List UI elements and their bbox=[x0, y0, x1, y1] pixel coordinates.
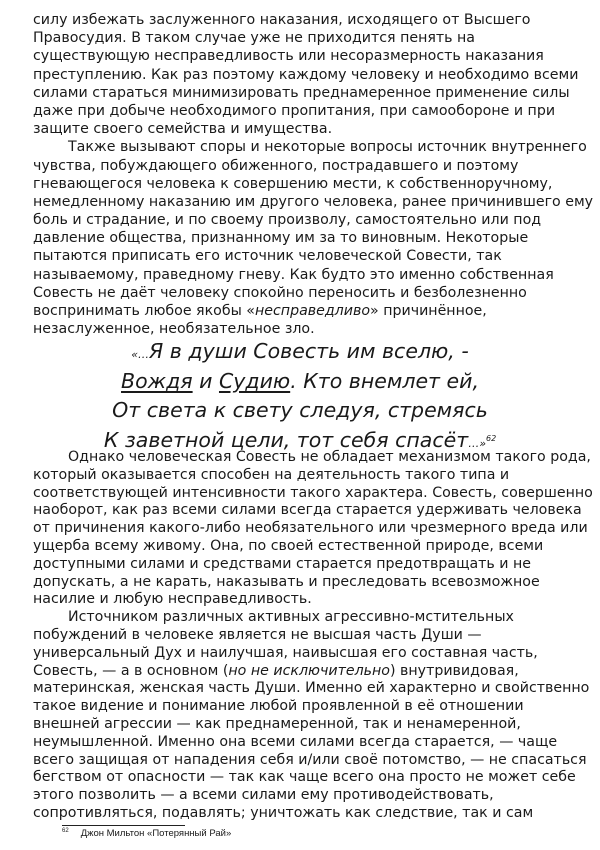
text-line: Совесть не даёт человеку спокойно переносить и безболезненно bbox=[33, 284, 527, 301]
text-line: незаслуженное, необязательное зло. bbox=[33, 321, 315, 338]
text-line: такое видение и понимание любой проявленной в её отношении bbox=[33, 698, 524, 715]
text-line: от причинения какого-либо необязательного или чрезмерного вреда или bbox=[33, 520, 588, 537]
text-line: немедленному наказанию им другого человека, ранее причинившего ему bbox=[33, 193, 594, 210]
text-line: давление общества, признанному им за то виновным. Некоторые bbox=[33, 230, 529, 247]
text-segment: воспринимать любое якобы « bbox=[33, 303, 255, 319]
text-line: гневающегося человека к совершению мести, к собственноручному, bbox=[33, 175, 553, 192]
text-line: неумышленной. Именно она всеми силами всегда старается, — чаще bbox=[33, 733, 558, 750]
text-line: Источником различных активных агрессивно-мстительных bbox=[68, 609, 514, 626]
text-line: внешней агрессии — как преднамеренной, так и ненамеренной, bbox=[33, 715, 521, 732]
text-line: этого позволить — а всеми силами ему противодействовать, bbox=[33, 787, 494, 804]
text-segment: К заветной цели, тот себя спасёт bbox=[103, 428, 469, 453]
footnote-divider bbox=[62, 825, 185, 826]
text-segment: » причинённое, bbox=[370, 303, 487, 319]
text-line: пытаются приписать его источник человеческой Совести, так bbox=[33, 248, 502, 265]
paragraph bbox=[33, 138, 593, 338]
text-line: преступлению. Как раз поэтому каждому человеку и необходимо всеми bbox=[33, 66, 579, 83]
text-line: насилие и любую несправедливость. bbox=[33, 591, 312, 608]
footnote bbox=[62, 828, 231, 839]
paragraph bbox=[33, 609, 593, 823]
footnote-number: 62 bbox=[62, 828, 69, 834]
text-line: всего защищая от нападения себя и/или своё потомство, — не спасаться bbox=[33, 751, 587, 768]
text-line: боль и страдание, и по своему произволу, самостоятельно или под bbox=[33, 212, 542, 229]
paragraph bbox=[33, 449, 593, 609]
text-segment: Вождя bbox=[121, 368, 193, 393]
text-line: сопротивляться, подавлять; уничтожать как следствие, так и сам bbox=[33, 804, 534, 821]
body-text-bottom bbox=[33, 449, 593, 823]
text-segment: . Кто внемлет ей, bbox=[290, 368, 479, 393]
text-line: допускать, а не карать, наказывать и преследовать всевозможное bbox=[33, 573, 540, 590]
poem-line bbox=[0, 367, 600, 397]
text-segment: От света к свету следуя, стремясь bbox=[112, 398, 488, 423]
text-line: универсальный Дух и наилучшая, наивысшая его составная часть, bbox=[33, 644, 538, 661]
text-segment: «… bbox=[131, 348, 150, 361]
footnote-reference[interactable]: 62 bbox=[485, 434, 497, 444]
poem-line bbox=[0, 396, 600, 426]
text-line: существующую несправедливость или несоразмерность наказания bbox=[33, 48, 544, 65]
text-line: Однако человеческая Совесть не обладает механизмом такого рода, bbox=[68, 449, 591, 465]
text-line bbox=[33, 302, 593, 320]
text-line bbox=[33, 663, 593, 681]
text-line: Также вызывают споры и некоторые вопросы источник внутреннего bbox=[68, 139, 587, 156]
text-line: доступными силами и средствами старается предотвращать и не bbox=[33, 555, 532, 572]
text-line: даже при добыче необходимого пропитания, при самообороне и при bbox=[33, 102, 556, 119]
poem-line bbox=[0, 337, 600, 367]
text-segment: Судию bbox=[218, 368, 291, 393]
text-line: ущерба всему живому. Она, по своей естественной природе, всеми bbox=[33, 537, 544, 554]
text-segment: Совесть, — а в основном ( bbox=[33, 662, 229, 679]
epigraph-poem bbox=[0, 337, 600, 456]
emphasized-text: несправедливо bbox=[254, 303, 370, 319]
body-text-top bbox=[33, 11, 593, 338]
text-line: материнская, женская часть Души. Именно ей характерно и свойственно bbox=[33, 680, 590, 697]
text-line: называемому, праведному гневу. Как будто это именно собственная bbox=[33, 266, 554, 283]
text-line: защите своего семейства и имущества. bbox=[33, 121, 333, 138]
emphasized-text: но не исключительно bbox=[228, 662, 390, 679]
text-line: который оказывается способен на деятельность такого типа и bbox=[33, 466, 510, 483]
text-segment: ) внутривидовая, bbox=[389, 662, 519, 679]
text-segment: и bbox=[192, 368, 219, 393]
text-line: силами стараться минимизировать преднамеренное применение силы bbox=[33, 84, 570, 101]
text-line: Правосудия. В таком случае уже не приходится пенять на bbox=[33, 30, 476, 47]
text-segment: …» bbox=[468, 437, 486, 451]
text-line: наоборот, как раз всеми силами всегда старается удерживать человека bbox=[33, 502, 582, 519]
text-line: соответствующей интенсивности такого характера. Совесть, совершенно bbox=[33, 484, 593, 501]
text-line: бегством от опасности — так как чаще всего она просто не может себе bbox=[33, 769, 576, 786]
text-line: чувства, побуждающего обиженного, пострадавшего и поэтому bbox=[33, 157, 519, 174]
text-line: силу избежать заслуженного наказания, исходящего от Высшего bbox=[33, 12, 531, 28]
text-line: побуждений в человеке является не высшая часть Души — bbox=[33, 626, 482, 643]
footnote-text: Джон Мильтон «Потерянный Рай» bbox=[80, 828, 232, 839]
text-segment: Я в души Совесть им вселю, - bbox=[149, 339, 469, 363]
paragraph bbox=[33, 11, 593, 138]
